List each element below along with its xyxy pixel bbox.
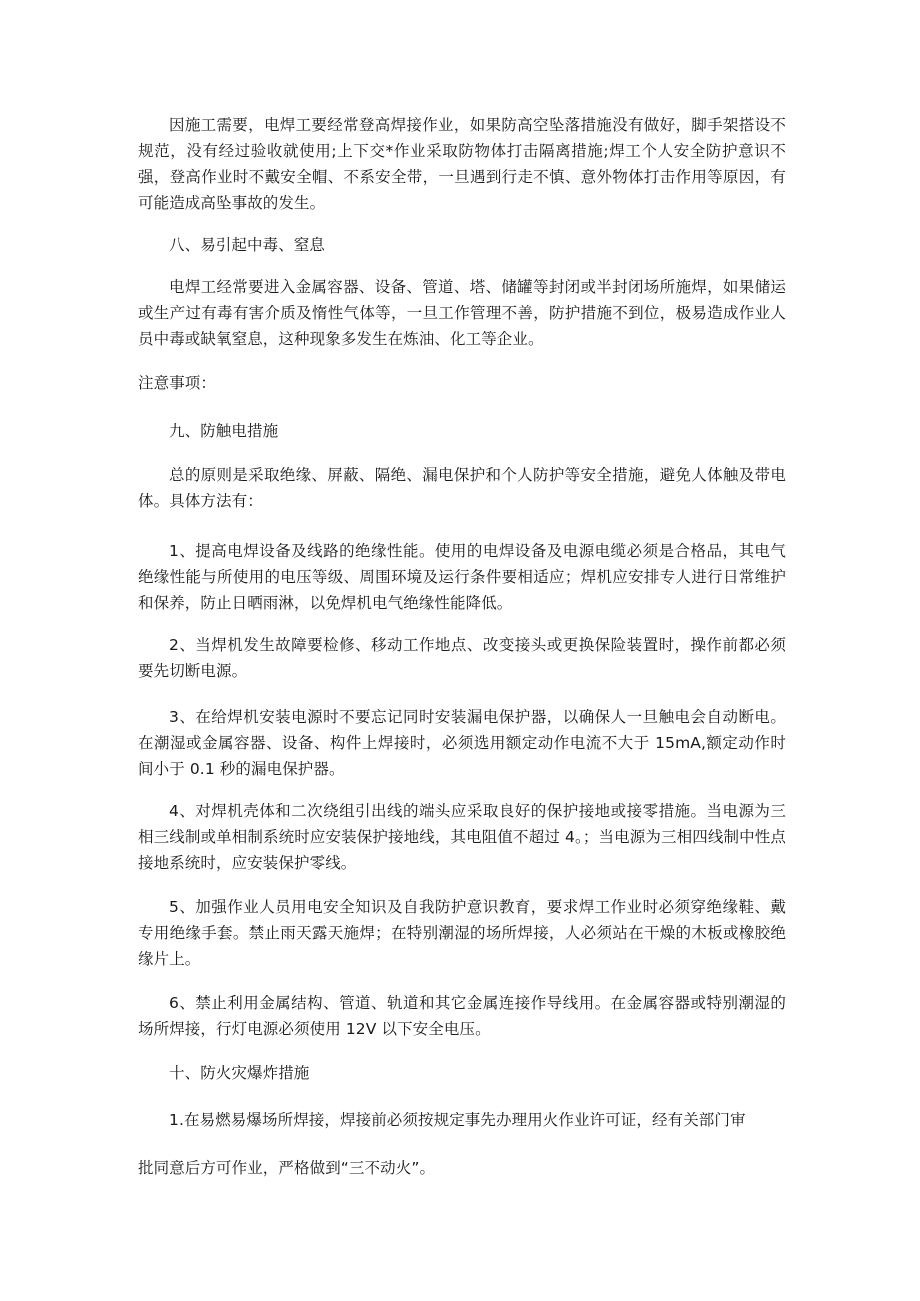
list-item-2: 2、当焊机发生故障要检修、移动工作地点、改变接头或更换保险装置时，操作前都必须要先切断电源。 (138, 636, 786, 680)
list-item-10-1-line-2: 批同意后方可作业，严格做到“三不动火”。 (138, 1159, 436, 1177)
notes-label: 注意事项： (138, 374, 217, 392)
list-item-10-1-line-1: 1.在易燃易爆场所焊接，焊接前必须按规定事先办理用火作业许可证，经有关部门审 (169, 1111, 746, 1129)
list-item-1: 1、提高电焊设备及线路的绝缘性能。使用的电焊设备及电源电缆必须是合格品，其电气绝缘性能与所使用的电压等级、周围环境及运行条件要相适应；焊机应安排专人进行日常维护和保养，防止日晒雨淋，以免焊机电气绝缘性能降低。 (138, 542, 786, 612)
list-item-6: 6、禁止利用金属结构、管道、轨道和其它金属连接作导线用。在金属容器或特别潮湿的场所焊接，行灯电源必须使用 12V 以下安全电压。 (138, 994, 786, 1038)
list-item-3: 3、在给焊机安装电源时不要忘记同时安装漏电保护器，以确保人一旦触电会自动断电。在潮湿或金属容器、设备、构件上焊接时，必须选用额定动作电流不大于 15mA,额定动作时间小于 0.1 秒的漏电保护器。 (138, 708, 786, 778)
paragraph-fall-hazard: 因施工需要，电焊工要经常登高焊接作业，如果防高空坠落措施没有做好，脚手架搭设不规范，没有经过验收就使用;上下交*作业采取防物体打击隔离措施;焊工个人安全防护意识不强，登高作业时不戴安全帽、不系安全带，一旦遇到行走不慎、意外物体打击作用等原因，有可能造成高坠事故的发生。 (138, 116, 786, 212)
paragraph-general-principle: 总的原则是采取绝缘、屏蔽、隔绝、漏电保护和个人防护等安全措施，避免人体触及带电体。具体方法有： (138, 466, 786, 510)
paragraph-poisoning-hazard: 电焊工经常要进入金属容器、设备、管道、塔、储罐等封闭或半封闭场所施焊，如果储运或生产过有毒有害介质及惰性气体等，一旦工作管理不善，防护措施不到位，极易造成作业人员中毒或缺氧窒息，这种现象多发生在炼油、化工等企业。 (138, 278, 786, 348)
list-item-4: 4、对焊机壳体和二次绕组引出线的端头应采取良好的保护接地或接零措施。当电源为三相三线制或单相制系统时应安装保护接地线，其电阻值不超过 4。；当电源为三相四线制中性点接地系统时，应安装保护零线。 (138, 802, 786, 872)
heading-section-10: 十、防火灾爆炸措施 (169, 1064, 310, 1082)
heading-section-8: 八、易引起中毒、窒息 (169, 236, 326, 254)
list-item-5: 5、加强作业人员用电安全知识及自我防护意识教育，要求焊工作业时必须穿绝缘鞋、戴专用绝缘手套。禁止雨天露天施焊；在特别潮湿的场所焊接，人必须站在干燥的木板或橡胶绝缘片上。 (138, 898, 786, 968)
heading-section-9: 九、防触电措施 (169, 422, 279, 440)
